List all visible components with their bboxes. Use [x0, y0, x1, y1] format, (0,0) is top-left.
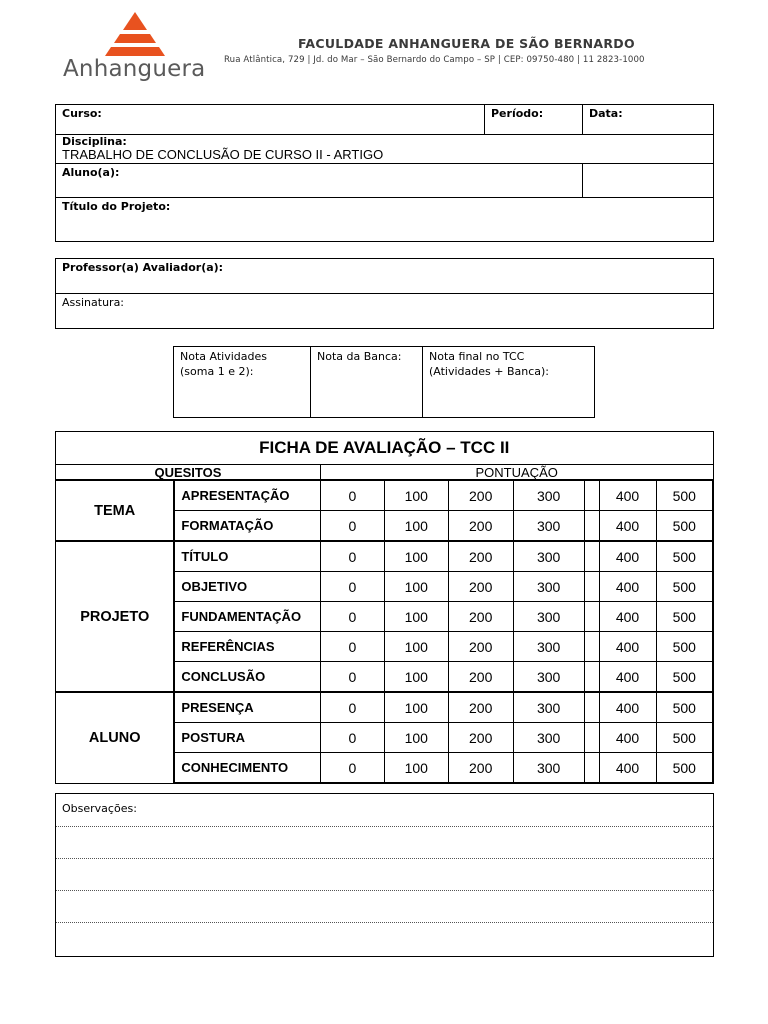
- score-option-cell[interactable]: 0: [320, 480, 384, 511]
- score-option-cell[interactable]: 500: [656, 632, 713, 662]
- quesito-item: FUNDAMENTAÇÃO: [174, 602, 320, 632]
- periodo-field[interactable]: Período:: [485, 105, 583, 135]
- aluno-extra-field[interactable]: [583, 164, 714, 198]
- score-option-cell[interactable]: 100: [384, 753, 448, 784]
- score-option-cell[interactable]: 400: [599, 753, 656, 784]
- score-option-cell[interactable]: 100: [384, 602, 448, 632]
- quesito-item: TÍTULO: [174, 541, 320, 572]
- quesito-item: REFERÊNCIAS: [174, 632, 320, 662]
- score-option-cell[interactable]: 400: [599, 572, 656, 602]
- score-option-cell[interactable]: 100: [384, 662, 448, 693]
- score-option-cell[interactable]: 500: [656, 480, 713, 511]
- observacoes-line: [56, 890, 713, 891]
- score-option-cell[interactable]: 200: [448, 753, 513, 784]
- score-option-cell[interactable]: 100: [384, 480, 448, 511]
- score-option-cell[interactable]: 500: [656, 602, 713, 632]
- score-option-cell[interactable]: 0: [320, 662, 384, 693]
- score-option-cell[interactable]: 100: [384, 511, 448, 542]
- data-field[interactable]: Data:: [583, 105, 714, 135]
- score-option-cell[interactable]: 200: [448, 572, 513, 602]
- score-option-cell[interactable]: 0: [320, 692, 384, 723]
- score-option-cell[interactable]: 0: [320, 753, 384, 784]
- score-option-cell[interactable]: 300: [513, 511, 584, 542]
- quesitos-header: QUESITOS: [56, 465, 321, 481]
- score-option-cell[interactable]: [584, 662, 599, 693]
- score-option-cell[interactable]: 400: [599, 723, 656, 753]
- score-option-cell[interactable]: 400: [599, 602, 656, 632]
- score-option-cell[interactable]: 0: [320, 572, 384, 602]
- aluno-field[interactable]: Aluno(a):: [56, 164, 583, 198]
- quesito-item: OBJETIVO: [174, 572, 320, 602]
- institution-address: Rua Atlântica, 729 | Jd. do Mar – São Bernardo do Campo – SP | CEP: 09750-480 | 11 2823-1000: [224, 55, 645, 65]
- score-option-cell[interactable]: [584, 632, 599, 662]
- score-option-cell[interactable]: 200: [448, 723, 513, 753]
- score-option-cell[interactable]: 400: [599, 632, 656, 662]
- observacoes-line: [56, 858, 713, 859]
- observacoes-line: [56, 826, 713, 827]
- score-option-cell[interactable]: 100: [384, 632, 448, 662]
- score-option-cell[interactable]: 400: [599, 541, 656, 572]
- ficha-body: [56, 480, 714, 783]
- score-option-cell[interactable]: [584, 480, 599, 511]
- titulo-projeto-field[interactable]: Título do Projeto:: [56, 198, 714, 242]
- score-option-cell[interactable]: 500: [656, 572, 713, 602]
- score-option-cell[interactable]: 200: [448, 662, 513, 693]
- quesito-item: POSTURA: [174, 723, 320, 753]
- pontuacao-header: PONTUAÇÃO: [320, 465, 713, 481]
- institution-name: FACULDADE ANHANGUERA DE SÃO BERNARDO: [298, 36, 635, 51]
- quesito-item: PRESENÇA: [174, 692, 320, 723]
- score-option-cell[interactable]: 200: [448, 541, 513, 572]
- score-option-cell[interactable]: 300: [513, 572, 584, 602]
- score-option-cell[interactable]: 300: [513, 602, 584, 632]
- score-option-cell[interactable]: 300: [513, 480, 584, 511]
- score-option-cell[interactable]: 100: [384, 692, 448, 723]
- score-option-cell[interactable]: [584, 723, 599, 753]
- score-option-cell[interactable]: 200: [448, 602, 513, 632]
- score-option-cell[interactable]: 500: [656, 692, 713, 723]
- score-option-cell[interactable]: 200: [448, 692, 513, 723]
- disciplina-value: TRABALHO DE CONCLUSÃO DE CURSO II - ARTIGO: [62, 147, 384, 162]
- score-option-cell[interactable]: [584, 753, 599, 784]
- score-option-cell[interactable]: 500: [656, 662, 713, 693]
- disciplina-field[interactable]: [56, 135, 714, 164]
- assinatura-field[interactable]: Assinatura:: [56, 294, 714, 329]
- score-option-cell[interactable]: 200: [448, 632, 513, 662]
- nota-atividades-field[interactable]: Nota Atividades (soma 1 e 2):: [174, 347, 311, 418]
- professor-avaliador-field[interactable]: Professor(a) Avaliador(a):: [56, 259, 714, 294]
- ficha-row: [56, 480, 714, 511]
- score-option-cell[interactable]: 300: [513, 541, 584, 572]
- professor-table: [55, 258, 714, 329]
- score-option-cell[interactable]: [584, 541, 599, 572]
- score-option-cell[interactable]: 500: [656, 723, 713, 753]
- score-option-cell[interactable]: 0: [320, 632, 384, 662]
- logo-text: Anhanguera: [63, 56, 206, 82]
- score-option-cell[interactable]: [584, 572, 599, 602]
- score-option-cell[interactable]: 0: [320, 541, 384, 572]
- observacoes-label: Observações:: [62, 802, 137, 815]
- score-option-cell[interactable]: 300: [513, 662, 584, 693]
- score-option-cell[interactable]: 100: [384, 541, 448, 572]
- score-option-cell[interactable]: 300: [513, 753, 584, 784]
- ficha-avaliacao-table: [55, 431, 714, 784]
- score-option-cell[interactable]: 400: [599, 480, 656, 511]
- ficha-row: [56, 541, 714, 572]
- nota-banca-field[interactable]: Nota da Banca:: [311, 347, 423, 418]
- score-option-cell[interactable]: 500: [656, 541, 713, 572]
- nota-final-field[interactable]: Nota final no TCC (Atividades + Banca):: [423, 347, 595, 418]
- score-option-cell[interactable]: 400: [599, 692, 656, 723]
- score-option-cell[interactable]: 300: [513, 723, 584, 753]
- score-option-cell[interactable]: 300: [513, 632, 584, 662]
- score-option-cell[interactable]: 0: [320, 511, 384, 542]
- logo: [62, 12, 212, 88]
- score-option-cell[interactable]: [584, 511, 599, 542]
- group-projeto: PROJETO: [56, 541, 175, 692]
- student-info-table: [55, 104, 714, 242]
- score-option-cell[interactable]: 400: [599, 511, 656, 542]
- group-aluno: ALUNO: [56, 692, 175, 783]
- score-option-cell[interactable]: 500: [656, 511, 713, 542]
- group-tema: TEMA: [56, 480, 175, 541]
- observacoes-box[interactable]: [55, 793, 714, 957]
- score-option-cell[interactable]: 0: [320, 723, 384, 753]
- observacoes-line: [56, 922, 713, 923]
- score-option-cell[interactable]: 200: [448, 511, 513, 542]
- disciplina-label: Disciplina:: [62, 135, 127, 148]
- score-option-cell[interactable]: 200: [448, 480, 513, 511]
- quesito-item: FORMATAÇÃO: [174, 511, 320, 542]
- score-option-cell[interactable]: [584, 602, 599, 632]
- quesito-item: CONHECIMENTO: [174, 753, 320, 784]
- score-option-cell[interactable]: 500: [656, 753, 713, 784]
- score-option-cell[interactable]: 0: [320, 602, 384, 632]
- ficha-title: FICHA DE AVALIAÇÃO – TCC II: [56, 432, 714, 465]
- score-option-cell[interactable]: 100: [384, 723, 448, 753]
- anhanguera-logo-icon: [100, 12, 170, 56]
- notas-table: [173, 346, 595, 418]
- curso-field[interactable]: Curso:: [56, 105, 485, 135]
- score-option-cell[interactable]: 100: [384, 572, 448, 602]
- score-option-cell[interactable]: 400: [599, 662, 656, 693]
- score-option-cell[interactable]: 300: [513, 692, 584, 723]
- score-option-cell[interactable]: [584, 692, 599, 723]
- ficha-row: [56, 692, 714, 723]
- quesito-item: CONCLUSÃO: [174, 662, 320, 693]
- quesito-item: APRESENTAÇÃO: [174, 480, 320, 511]
